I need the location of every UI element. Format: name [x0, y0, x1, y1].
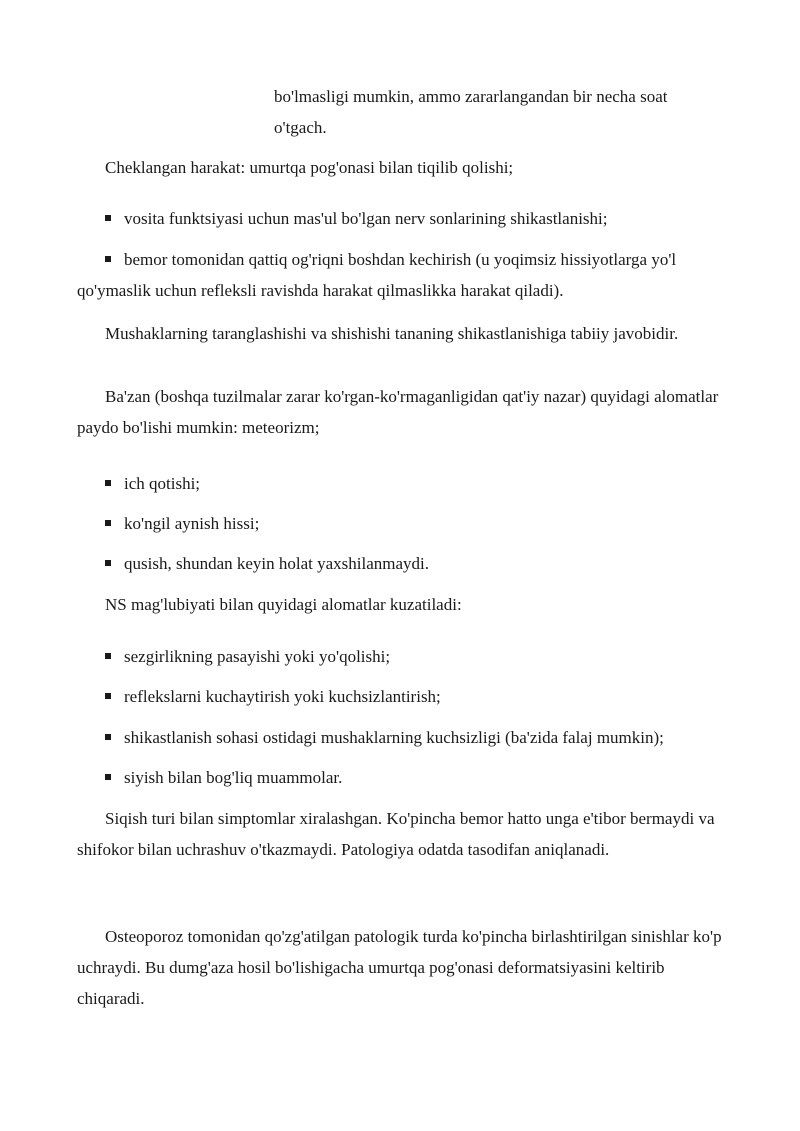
list-item [77, 722, 737, 753]
list-item-text: vosita funktsiyasi uchun mas'ul bo'lgan nerv sonlarining shikastlanishi; [124, 209, 608, 228]
bullet-square-icon [105, 693, 111, 699]
bullet-square-icon [105, 480, 111, 486]
paragraph-muscles: Mushaklarning taranglashishi va shishishi tananing shikastlanishiga tabiiy javobidir. [105, 324, 679, 343]
list-item-text: siyish bilan bog'liq muammolar. [124, 768, 343, 787]
bullet-square-icon [105, 653, 111, 659]
list-item [77, 244, 737, 306]
bullet-square-icon [105, 256, 111, 262]
list-item-text: qusish, shundan keyin holat yaxshilanmaydi. [124, 554, 430, 573]
bullet-square-icon [105, 734, 111, 740]
continuation-line-2: o'tgach. [274, 118, 327, 137]
list-item [77, 203, 737, 234]
list-item-text: ich qotishi; [124, 474, 201, 493]
paragraph-sometimes: Ba'zan (boshqa tuzilmalar zarar ko'rgan-ko'rmaganligidan qat'iy nazar) quyidagi alomatlar paydo bo'lishi mumkin: meteorizm; [77, 387, 719, 437]
list-item-text: sezgirlikning pasayishi yoki yo'qolishi; [124, 647, 391, 666]
paragraph-ns: NS mag'lubiyati bilan quyidagi alomatlar kuzatiladi: [105, 595, 462, 614]
bullet-square-icon [105, 560, 111, 566]
list-item [77, 548, 737, 579]
list-item [77, 468, 737, 499]
list-item-text: shikastlanish sohasi ostidagi mushaklarning kuchsizligi (ba'zida falaj mumkin); [124, 728, 664, 747]
list-item [77, 762, 737, 793]
paragraph-restricted-movement: Cheklangan harakat: umurtqa pog'onasi bilan tiqilib qolishi; [105, 158, 514, 177]
list-item-text: reflekslarni kuchaytirish yoki kuchsizlantirish; [124, 687, 441, 706]
list-item-text: bemor tomonidan qattiq og'riqni boshdan kechirish (u yoqimsiz hissiyotlarga yo'l qo'ymaslik uchun refleksli ravishda harakat qilmaslikka harakat qiladi). [77, 250, 677, 300]
paragraph-compression: Siqish turi bilan simptomlar xiralashgan. Ko'pincha bemor hatto unga e'tibor bermaydi va shifokor bilan uchrashuv o'tkazmaydi. Patologiya odatda tasodifan aniqlanadi. [77, 809, 715, 859]
bullet-square-icon [105, 774, 111, 780]
list-item [77, 641, 737, 672]
list-item [77, 681, 737, 712]
paragraph-osteoporosis: Osteoporoz tomonidan qo'zg'atilgan patologik turda ko'pincha birlashtirilgan sinishlar ko'p uchraydi. Bu dumg'aza hosil bo'lishigacha umurtqa pog'onasi deformatsiyasini keltirib chiqaradi. [77, 927, 722, 1008]
continuation-line-1: bo'lmasligi mumkin, ammo zararlangandan bir necha soat [274, 87, 668, 106]
list-item-text: ko'ngil aynish hissi; [124, 514, 260, 533]
bullet-square-icon [105, 520, 111, 526]
bullet-square-icon [105, 215, 111, 221]
list-item [77, 508, 737, 539]
